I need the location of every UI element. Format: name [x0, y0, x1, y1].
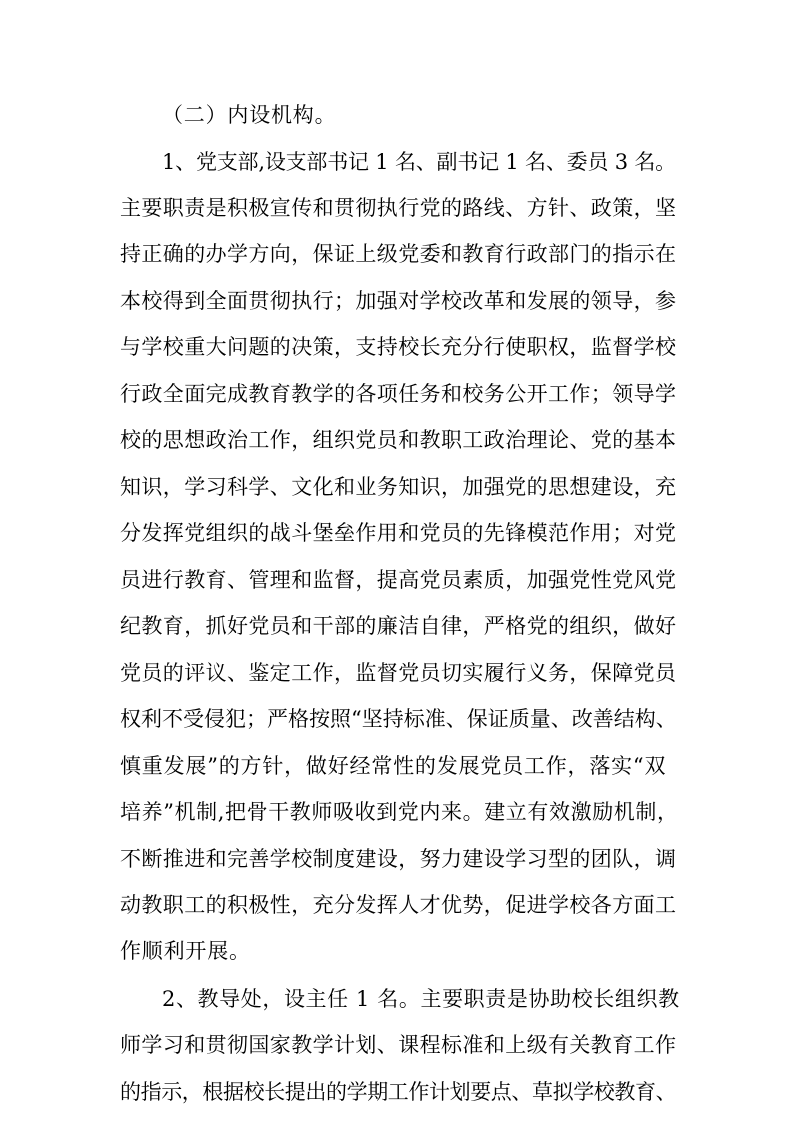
- paragraph-line: 作顺利开展。: [120, 939, 251, 963]
- paragraph-line: 师学习和贯彻国家教学计划、课程标准和上级有关教育工作: [120, 1033, 677, 1057]
- paragraph-line: 员进行教育、管理和监督，提高党员素质，加强党性党风党: [120, 568, 677, 592]
- paragraph-line: 的指示，根据校长提出的学期工作计划要点、草拟学校教育、: [120, 1080, 677, 1104]
- paragraph-line: 慎重发展”的方针，做好经常性的发展党员工作，落实“双: [120, 754, 667, 778]
- paragraph-line: 2、教导处，设主任 1 名。主要职责是协助校长组织教: [162, 987, 680, 1011]
- paragraph-line: 行政全面完成教育教学的各项任务和校务公开工作；领导学: [120, 382, 677, 406]
- paragraph-line: 本校得到全面贯彻执行；加强对学校改革和发展的领导，参: [120, 289, 677, 313]
- paragraph-line: 分发挥党组织的战斗堡垒作用和党员的先锋模范作用；对党: [120, 521, 677, 545]
- section-heading: （二）内设机构。: [162, 103, 337, 127]
- paragraph-line: 不断推进和完善学校制度建设，努力建设学习型的团队，调: [120, 847, 677, 871]
- paragraph-line: 党员的评议、鉴定工作，监督党员切实履行义务，保障党员: [120, 661, 677, 685]
- paragraph-line: 知识，学习科学、文化和业务知识，加强党的思想建设，充: [120, 475, 677, 499]
- paragraph-line: 权利不受侵犯；严格按照“坚持标准、保证质量、改善结构、: [120, 707, 677, 731]
- paragraph-line: 纪教育，抓好党员和干部的廉洁自律，严格党的组织，做好: [120, 614, 677, 638]
- paragraph-line: 培养”机制,把骨干教师吸收到党内来。建立有效激励机制，: [120, 800, 679, 824]
- paragraph-line: 1、党支部,设支部书记 1 名、副书记 1 名、委员 3 名。: [162, 150, 676, 174]
- paragraph-line: 动教职工的积极性，充分发挥人才优势，促进学校各方面工: [120, 893, 677, 917]
- paragraph-line: 校的思想政治工作，组织党员和教职工政治理论、党的基本: [120, 428, 677, 452]
- paragraph-line: 与学校重大问题的决策，支持校长充分行使职权，监督学校: [120, 335, 677, 359]
- paragraph-line: 持正确的办学方向，保证上级党委和教育行政部门的指示在: [120, 242, 677, 266]
- paragraph-line: 主要职责是积极宣传和贯彻执行党的路线、方针、政策，坚: [120, 196, 677, 220]
